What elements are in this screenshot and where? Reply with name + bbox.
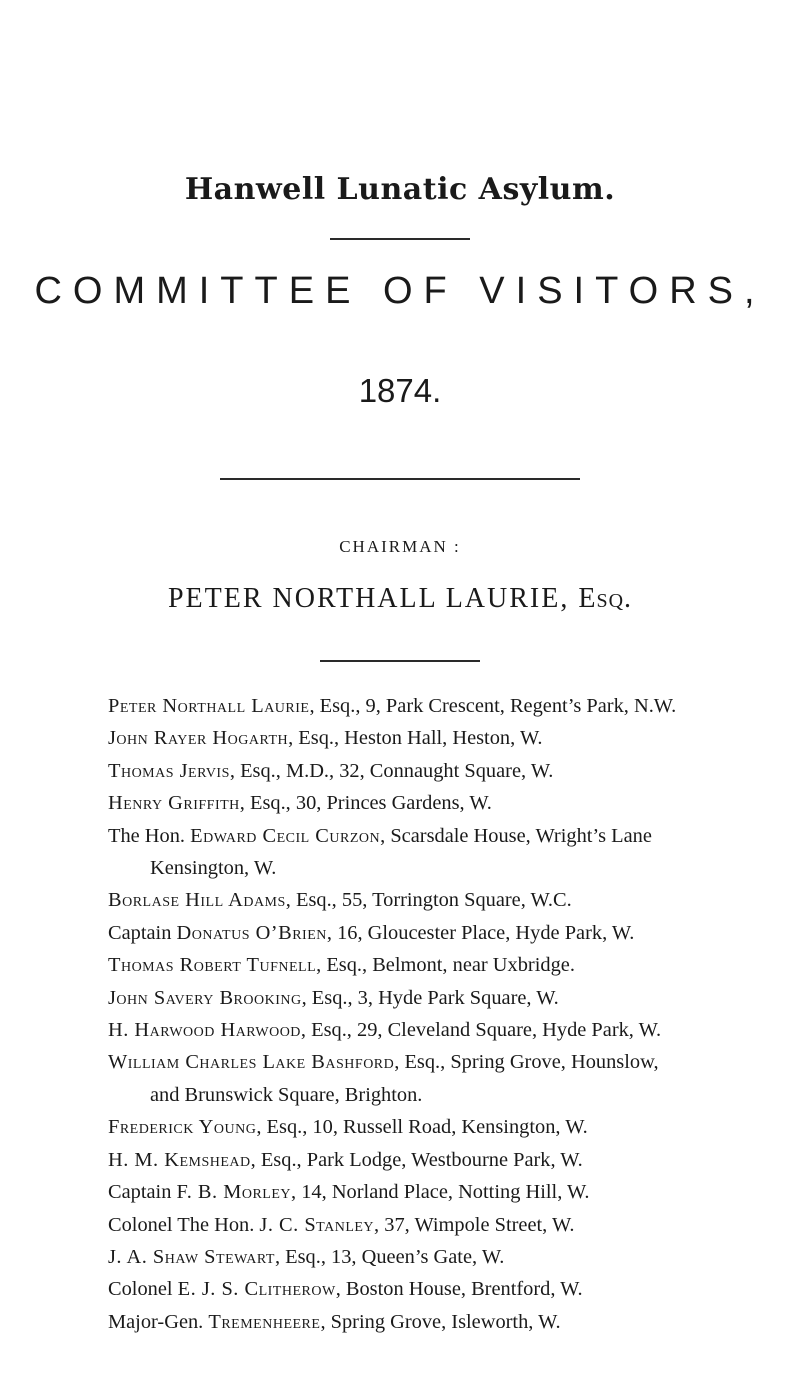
member-name: Peter Northall Laurie [108,695,310,717]
member-name: Borlase Hill Adams [108,889,286,912]
member-name: F. B. Morley [176,1181,292,1204]
member-post: , Esq., 10, Russell Road, Kensington, W. [256,1116,588,1139]
member-name: Edward Cecil Curzon [190,824,381,847]
member-post: , 37, Wimpole Street, W. [374,1213,575,1236]
list-item [108,755,798,787]
member-name: E. J. S. Clitherow [177,1278,336,1301]
member-post: , Scarsdale House, Wright’s Lane [380,824,652,847]
year-heading: 1874. [358,372,442,409]
member-name: H. M. Kemshead [108,1148,251,1171]
member-post: , Esq., 30, Princes Gardens, W. [239,792,492,815]
list-item [108,1241,798,1273]
member-post: , Esq., 29, Cleveland Square, Hyde Park, W. [300,1019,662,1042]
member-pre: The Hon. [108,824,191,847]
member-post: , Spring Grove, Isleworth, W. [320,1310,561,1333]
list-item [108,787,798,819]
member-name: J. C. Stanley [259,1213,375,1236]
member-pre: Captain [108,1181,177,1204]
institution-heading: Hanwell Lunatic Asylum. [184,172,616,207]
member-pre: Colonel The Hon. [108,1213,260,1236]
member-post: , Boston House, Brentford, W. [335,1278,583,1301]
list-item [108,1014,798,1046]
list-item [108,722,798,754]
member-name: Thomas Robert Tufnell [108,954,317,977]
member-post: , Esq., Belmont, near Uxbridge. [316,954,575,977]
member-post: , Esq., 13, Queen’s Gate, W. [274,1245,505,1268]
list-item [108,1273,798,1305]
member-post: , Esq., 55, Torrington Square, W.C. [285,889,572,912]
member-continuation: Kensington, W. [150,857,277,880]
list-item [108,1176,798,1208]
member-name: John Rayer Hogarth [108,727,289,750]
list-item [108,852,798,884]
member-name: Henry Griffith [108,792,240,815]
chairman-label: CHAIRMAN : [339,537,461,556]
member-post: , Esq., Heston Hall, Heston, W. [288,727,543,750]
list-item [108,1306,798,1338]
member-pre: Captain [108,921,177,944]
member-name: Donatus O’Brien [176,921,327,944]
member-post: , Esq., 3, Hyde Park Square, W. [301,986,559,1009]
chairman-suffix: Esq. [578,583,633,614]
list-item [108,1209,798,1241]
list-item [108,690,798,722]
member-post: , Esq., 9, Park Crescent, Regent’s Park, N.W. [309,695,677,717]
divider-rule [220,478,580,480]
page-title: COMMITTEE OF VISITORS, [34,270,766,312]
list-item [108,1111,798,1143]
divider-rule [330,238,470,240]
list-item [108,884,798,916]
member-name: Thomas Jervis [108,759,230,782]
member-name: H. Harwood Harwood [108,1019,301,1042]
list-item [108,917,798,949]
member-list [108,690,798,1338]
member-continuation: and Brunswick Square, Brighton. [150,1083,423,1106]
chairman-name-text: PETER NORTHALL LAURIE, [167,583,570,614]
list-item [108,982,798,1014]
member-name: J. A. Shaw Stewart [108,1245,275,1268]
chairman-name [0,583,800,615]
member-pre: Colonel [108,1278,178,1301]
member-post: , Esq., Spring Grove, Hounslow, [394,1051,659,1074]
divider-rule [320,660,480,662]
member-name: John Savery Brooking [108,986,302,1009]
list-item [108,949,798,981]
list-item [108,1079,798,1111]
member-post: , 14, Norland Place, Notting Hill, W. [291,1181,590,1204]
member-pre: Major-Gen. [108,1310,209,1333]
member-name: Tremenheere [208,1310,321,1333]
member-name: Frederick Young [108,1116,257,1139]
list-item [108,820,798,852]
list-item [108,1144,798,1176]
member-post: , Esq., M.D., 32, Connaught Square, W. [229,759,554,782]
member-post: , 16, Gloucester Place, Hyde Park, W. [326,921,635,944]
member-post: , Esq., Park Lodge, Westbourne Park, W. [250,1148,583,1171]
list-item [108,1046,798,1078]
member-name: William Charles Lake Bashford [108,1051,395,1074]
